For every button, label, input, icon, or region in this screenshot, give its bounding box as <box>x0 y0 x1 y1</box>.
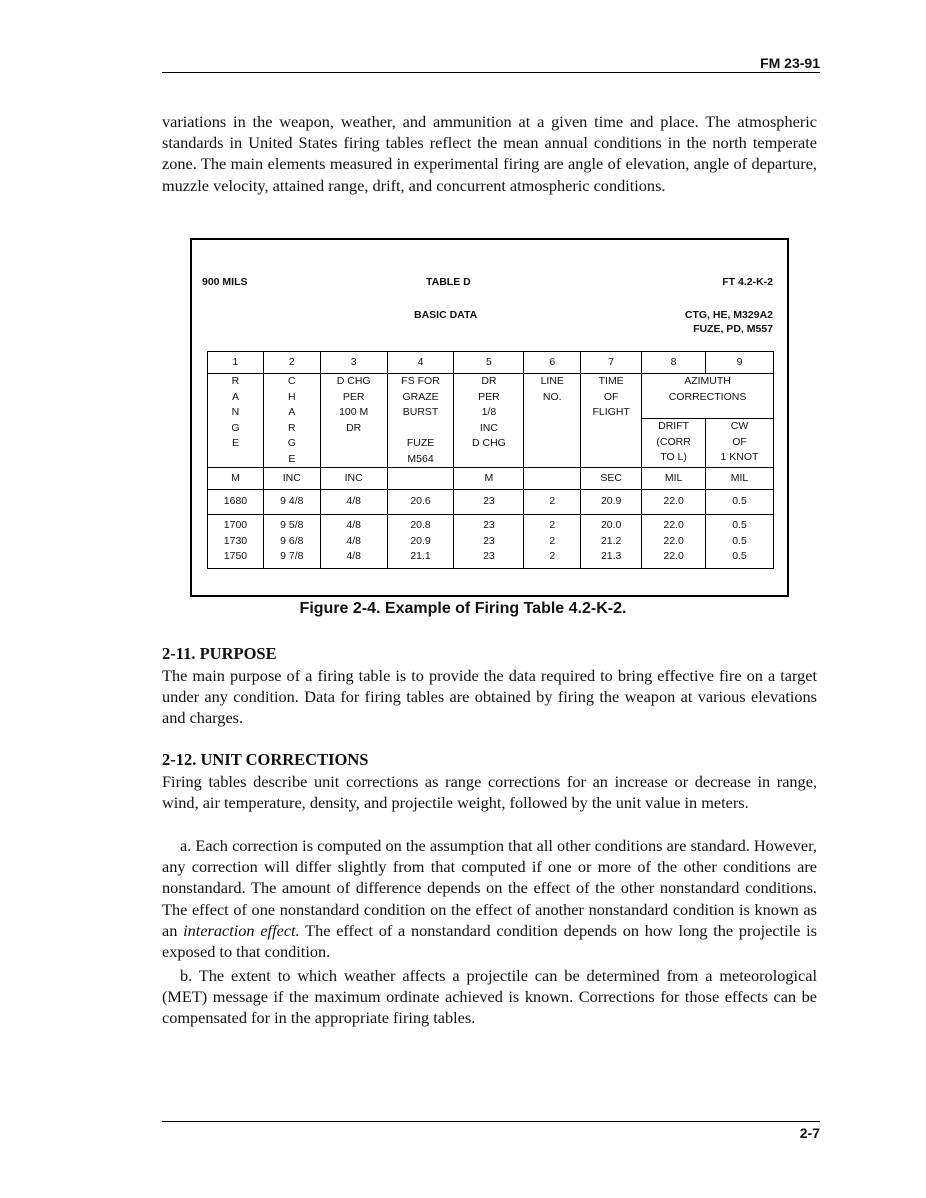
unit-cell: M <box>208 468 264 490</box>
table-cell: 23 <box>454 490 524 515</box>
table-cell: 1700 1730 1750 <box>208 515 264 569</box>
col-number: 4 <box>387 352 454 374</box>
unit-cell: INC <box>320 468 387 490</box>
unit-cell: INC <box>263 468 320 490</box>
header-row-upper <box>208 374 774 419</box>
table-cell: 0.5 0.5 0.5 <box>706 515 774 569</box>
table-cell: 20.6 <box>387 490 454 515</box>
units-row <box>208 468 774 490</box>
col-number: 6 <box>524 352 581 374</box>
cw-header: CW OF 1 KNOT <box>706 419 774 468</box>
figure-table-label: TABLE D <box>426 276 471 288</box>
section-heading-purpose: 2-11. PURPOSE <box>162 644 277 663</box>
table-cell: 22.0 22.0 22.0 <box>642 515 706 569</box>
table-cell: 20.0 21.2 21.3 <box>581 515 642 569</box>
col-number: 5 <box>454 352 524 374</box>
drift-header: DRIFT (CORR TO L) <box>642 419 706 468</box>
header-rule <box>162 72 820 73</box>
unit-cell: MIL <box>706 468 774 490</box>
table-cell: 2 <box>524 490 581 515</box>
table-cell: 0.5 <box>706 490 774 515</box>
firing-data-table <box>207 351 774 569</box>
unit-corrections-paragraph-b: b. The extent to which weather affects a projectile can be determined from a meteorological (MET) message if the maximum ordinate achieved is known. Corrections for those effects can be compensated for in the appropriate firing tables. <box>162 966 817 1028</box>
section-heading-unit-corrections: 2-12. UNIT CORRECTIONS <box>162 750 369 769</box>
table-cell: 4/8 4/8 4/8 <box>320 515 387 569</box>
table-cell: 20.8 20.9 21.1 <box>387 515 454 569</box>
unit-cell: M <box>454 468 524 490</box>
col-number: 7 <box>581 352 642 374</box>
table-cell: 22.0 <box>642 490 706 515</box>
figure-mils-label: 900 MILS <box>202 276 248 288</box>
time-of-flight-header: TIME OF FLIGHT <box>581 374 642 468</box>
table-cell: 20.9 <box>581 490 642 515</box>
document-header-label: FM 23-91 <box>760 55 820 71</box>
figure-ft-label: FT 4.2-K-2 <box>722 276 773 288</box>
firing-table-figure <box>190 238 789 597</box>
table-row-group <box>208 515 774 569</box>
table-cell: 2 2 2 <box>524 515 581 569</box>
col-number: 2 <box>263 352 320 374</box>
unit-cell <box>387 468 454 490</box>
col-number: 1 <box>208 352 264 374</box>
line-no-header: LINE NO. <box>524 374 581 468</box>
column-number-row <box>208 352 774 374</box>
paragraph-a-text-end: The effect of a nonstandard condition depends on how long the projectile is exposed to that condition. <box>162 920 817 962</box>
intro-paragraph: variations in the weapon, weather, and ammunition at a given time and place. The atmospheric standards in United States firing tables reflect the mean annual conditions in the north temperate zone. The main elements measured in experimental firing are angle of elevation, angle of departure, muzzle velocity, attained range, drift, and concurrent atmospheric conditions. <box>162 112 817 195</box>
range-header: R A N G E <box>208 374 264 468</box>
table-cell: 9 5/8 9 6/8 9 7/8 <box>263 515 320 569</box>
unit-cell: SEC <box>581 468 642 490</box>
table-cell: 9 4/8 <box>263 490 320 515</box>
unit-cell <box>524 468 581 490</box>
unit-corrections-paragraph-a <box>162 835 817 962</box>
table-row <box>208 490 774 515</box>
purpose-paragraph: The main purpose of a firing table is to provide the data required to bring effective fire on a target under any condition. Data for firing tables are obtained by firing the weapon at various elevations and charges. <box>162 666 817 728</box>
col-number: 3 <box>320 352 387 374</box>
paragraph-a-text: a. Each correction is computed on the assumption that all other conditions are standard. However, any correction will differ slightly from that computed if one or more of the other conditions are nonstandard. The amount of difference depends on the effect of the other nonstandard conditions. The effect of one nonstandard condition on the effect of another nonstandard condition is known as an <box>162 836 817 940</box>
figure-cartridge-label: CTG, HE, M329A2 <box>684 309 773 321</box>
unit-cell: MIL <box>642 468 706 490</box>
charge-header: C H A R G E <box>263 374 320 468</box>
interaction-effect-term: interaction effect. <box>183 920 300 940</box>
footer-rule <box>162 1121 820 1122</box>
col-number: 8 <box>642 352 706 374</box>
page-number: 2-7 <box>799 1125 820 1141</box>
azimuth-corrections-header: AZIMUTH CORRECTIONS <box>642 374 774 419</box>
figure-caption: Figure 2-4. Example of Firing Table 4.2-K-2. <box>299 600 627 617</box>
table-cell: 23 23 23 <box>454 515 524 569</box>
table-cell: 4/8 <box>320 490 387 515</box>
figure-fuze-label: FUZE, PD, M557 <box>693 323 773 335</box>
figure-basic-data-label: BASIC DATA <box>414 309 478 321</box>
dchg-header: D CHG PER 100 M DR <box>320 374 387 468</box>
unit-corrections-paragraph: Firing tables describe unit corrections as range corrections for an increase or decrease in range, wind, air temperature, density, and projectile weight, followed by the unit value in meters. <box>162 772 817 813</box>
table-cell: 1680 <box>208 490 264 515</box>
dr-per-inc-header: DR PER 1/8 INC D CHG <box>454 374 524 468</box>
col-number: 9 <box>706 352 774 374</box>
fs-graze-header: FS FOR GRAZE BURST FUZE M564 <box>387 374 454 468</box>
